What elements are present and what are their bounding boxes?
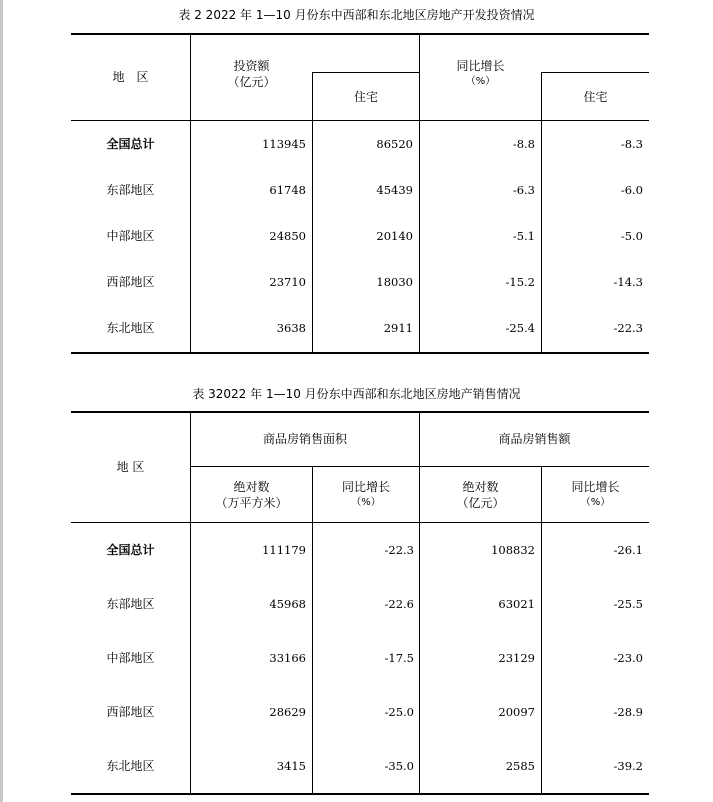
- table2-row-invest: 3638: [276, 321, 306, 335]
- table3-header-area-yoy-unit: （%）: [351, 496, 381, 508]
- table3-row-sales-yoy: -39.2: [613, 759, 643, 773]
- table3-row-sales: 2585: [505, 759, 535, 773]
- table2-header-invest: [191, 52, 312, 96]
- table3-row-region: 东北地区: [106, 759, 155, 773]
- table3-header-sales-abs-label: 绝对数: [462, 479, 499, 494]
- table3-row-region: 全国总计: [106, 543, 155, 557]
- table2-row-region: 中部地区: [106, 229, 155, 243]
- table2-header-yoy-label: 同比增长: [456, 59, 505, 73]
- table3-row-sales-yoy: -28.9: [613, 705, 643, 719]
- table3-header-area-abs: [191, 467, 312, 522]
- table2-row-yoy: -8.8: [512, 137, 535, 151]
- table3-caption: 表 32022 年 1—10 月份东中西部和东北地区房地产销售情况: [192, 387, 521, 401]
- table3-row-area: 28629: [269, 705, 306, 719]
- table3-row-sales: 20097: [498, 705, 535, 719]
- table3-row-area-yoy: -35.0: [384, 759, 414, 773]
- table3-header-sales-yoy-label: 同比增长: [571, 479, 620, 494]
- table3-row-area-yoy: -17.5: [384, 651, 414, 665]
- table3-row-region: 东部地区: [106, 597, 155, 611]
- table2-row-yoy: -25.4: [505, 321, 535, 335]
- table3-bottom-rule: [71, 793, 649, 795]
- table3-header-area-yoy: [313, 467, 419, 522]
- table3-header-sales-group: 商品房销售额: [498, 432, 571, 446]
- table3-row-sales-yoy: -25.5: [613, 597, 643, 611]
- table2-row-invest-res: 18030: [376, 275, 413, 289]
- table3-header-sales-yoy: [542, 467, 649, 522]
- table2-row-region: 西部地区: [106, 275, 155, 289]
- table2-row-yoy-res: -6.0: [620, 183, 643, 197]
- table2-row-invest-res: 86520: [376, 137, 413, 151]
- table3-row-sales-yoy: -23.0: [613, 651, 643, 665]
- table2-row-region: 全国总计: [106, 137, 155, 151]
- table2-header-region: 地 区: [112, 70, 149, 84]
- table3-header-area-abs-label: 绝对数: [233, 479, 270, 494]
- table3-row-sales: 63021: [498, 597, 535, 611]
- table3-row-region: 西部地区: [106, 705, 155, 719]
- table2-header-invest-residential: 住宅: [353, 89, 378, 104]
- table2-row-invest: 113945: [262, 137, 306, 151]
- table2-row-region: 东北地区: [106, 321, 155, 335]
- table2-header-invest-label: 投资额: [233, 59, 270, 73]
- table3-header-area-abs-unit: （万平方米）: [215, 495, 288, 510]
- table3-row-sales-yoy: -26.1: [613, 543, 643, 557]
- table2-row-yoy: -6.3: [512, 183, 535, 197]
- table2-row-invest-res: 2911: [383, 321, 413, 335]
- table3-header-sales-yoy-unit: （%）: [580, 496, 611, 508]
- table2-row-yoy-res: -5.0: [620, 229, 643, 243]
- table2-header-yoy-unit: （%）: [465, 76, 496, 87]
- table3-row-area-yoy: -22.3: [384, 543, 414, 557]
- table2-header-yoy: [420, 52, 541, 96]
- table3-header-sales-abs-unit: （亿元）: [456, 495, 505, 510]
- table3-row-area: 45968: [269, 597, 306, 611]
- table2-bottom-rule: [71, 352, 649, 354]
- table2-row-region: 东部地区: [106, 183, 155, 197]
- table2-caption: 表 2 2022 年 1—10 月份东中西部和东北地区房地产开发投资情况: [178, 8, 535, 22]
- table2-row-yoy: -5.1: [512, 229, 535, 243]
- table3-row-region: 中部地区: [106, 651, 155, 665]
- table3-header-sales-abs: [420, 467, 541, 522]
- table2-row-yoy-res: -14.3: [613, 275, 643, 289]
- table2-row-invest: 23710: [269, 275, 306, 289]
- table2-row-invest: 24850: [269, 229, 306, 243]
- table2-row-invest: 61748: [269, 183, 306, 197]
- table3-header-area-group: 商品房销售面积: [262, 432, 347, 446]
- table3-header-area-yoy-label: 同比增长: [341, 479, 390, 494]
- table3-row-sales: 108832: [491, 543, 535, 557]
- table3-row-area: 3415: [276, 759, 306, 773]
- table3-row-area-yoy: -22.6: [384, 597, 414, 611]
- table3-row-area: 111179: [262, 543, 306, 557]
- table2-row-yoy-res: -22.3: [613, 321, 643, 335]
- table3-row-sales: 23129: [498, 651, 535, 665]
- table2-header-invest-unit: （亿元）: [227, 75, 276, 89]
- table3-row-area: 33166: [269, 651, 306, 665]
- table2-header-yoy-residential: 住宅: [583, 89, 608, 104]
- table2-row-invest-res: 45439: [376, 183, 413, 197]
- table2-row-yoy-res: -8.3: [620, 137, 643, 151]
- table3-header-region: 地 区: [116, 460, 145, 474]
- table2-row-invest-res: 20140: [376, 229, 413, 243]
- table2-row-yoy: -15.2: [505, 275, 535, 289]
- table3-row-area-yoy: -25.0: [384, 705, 414, 719]
